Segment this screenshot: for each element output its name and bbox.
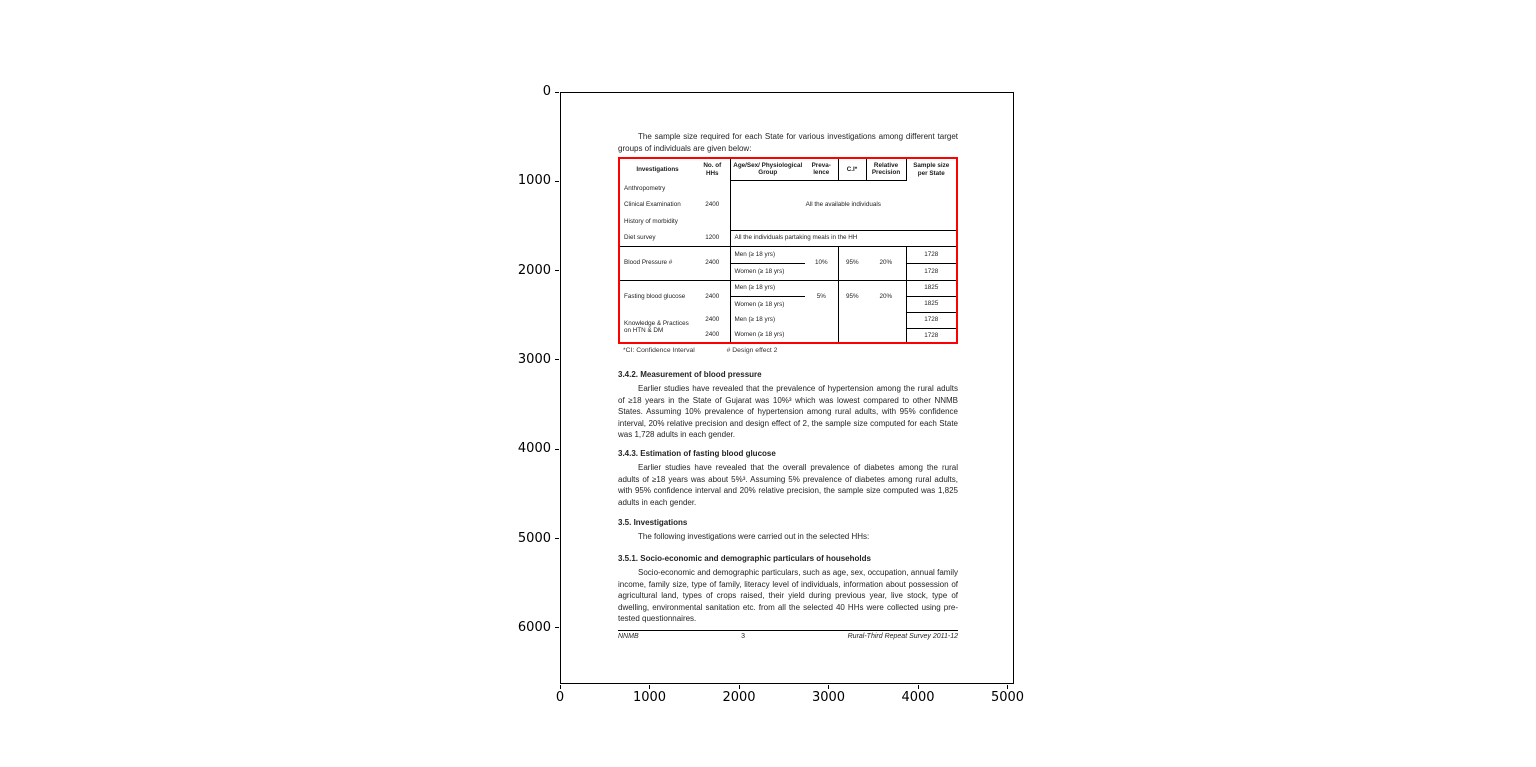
section-body-351: Socio-economic and demographic particulars, such as age, sex, occupation, annual family income, family size, type of family, literacy level of individuals, information about possession of agricultural land, types of crops raised, their yield during previous year, live stock, type of dwelling, environmental sanitation etc. from all the selected 40 HHs were collected using pre-tested questionnaires. xyxy=(618,568,958,624)
sample-size-table xyxy=(618,157,958,344)
table-cell: Men (≥ 18 yrs) xyxy=(730,312,805,328)
table-row xyxy=(619,280,957,296)
table-cell: 2400 xyxy=(705,316,720,324)
table-cell: 1728 xyxy=(906,312,957,328)
y-tick-mark xyxy=(555,359,559,360)
y-tick-label: 1000 xyxy=(517,173,551,189)
table-header-cell: C.I* xyxy=(838,158,866,180)
table-cell: 1825 xyxy=(906,296,957,312)
footnote-design-effect: # Design effect 2 xyxy=(726,347,778,354)
table-cell: 20% xyxy=(866,280,906,312)
table-cell: History of morbidity xyxy=(624,217,678,225)
y-tick-mark xyxy=(555,92,559,93)
table-cell: Blood Pressure # xyxy=(619,246,695,280)
section-heading-342: 3.4.2. Measurement of blood pressure xyxy=(618,370,762,379)
table-cell: 2400 xyxy=(705,331,720,339)
footer-left: NNMB xyxy=(618,633,639,640)
x-tick-label: 3000 xyxy=(811,690,846,705)
y-tick-mark xyxy=(555,627,559,628)
table-cell: 95% xyxy=(838,246,866,280)
x-tick-mark xyxy=(649,685,650,689)
x-tick-mark xyxy=(828,685,829,689)
footer-page-number: 3 xyxy=(741,633,746,640)
table-header-row xyxy=(619,158,957,180)
table-cell: Women (≥ 18 yrs) xyxy=(730,328,805,343)
table-cell: 1728 xyxy=(906,328,957,343)
table-header-cell: Investigations xyxy=(636,165,679,173)
table-cell xyxy=(695,213,730,230)
section-body-342: Earlier studies have revealed that the prevalence of hypertension among the rural adults of ≥18 years in the State of Gujarat was 10%³ which was lowest compared to other NNMB States. Assuming 10% prevalence of hypertension among rural adults, with 95% confidence interval, 20% relative precision and design effect of 2, the sample size computed for each State was 1,728 adults in each gender. xyxy=(618,384,958,440)
y-tick-label: 0 xyxy=(542,84,551,99)
document-page xyxy=(618,93,958,685)
table-header-cell: No. of HHs xyxy=(703,162,722,177)
page-footer xyxy=(618,633,958,640)
table-cell: Knowledge & Practices on HTN & DM xyxy=(624,319,689,334)
table-cell xyxy=(805,312,838,343)
table-cell: Fasting blood glucose xyxy=(619,280,695,312)
y-tick-mark xyxy=(555,181,559,182)
y-tick-mark xyxy=(555,270,559,271)
y-tick-mark xyxy=(555,449,559,450)
x-tick-label: 0 xyxy=(555,690,565,705)
y-tick-mark xyxy=(555,538,559,539)
x-tick-label: 1000 xyxy=(632,690,667,705)
table-cell: 1728 xyxy=(906,246,957,263)
table-header-cell: Age/Sex/ Physiological Group xyxy=(730,158,805,180)
section-body-35: The following investigations were carried out in the selected HHs: xyxy=(638,532,870,541)
y-tick-label: 3000 xyxy=(517,351,551,367)
table-header-cell: Relative Precision xyxy=(866,158,906,180)
table-header-cell: Sample size per State xyxy=(906,158,957,180)
section-heading-351: 3.5.1. Socio-economic and demographic particulars of households xyxy=(618,554,871,563)
table-cell: Diet survey xyxy=(624,234,656,242)
table-cell xyxy=(866,312,906,343)
table-cell: 1728 xyxy=(906,263,957,280)
footer-rule xyxy=(618,630,958,631)
section-heading-35: 3.5. Investigations xyxy=(618,518,688,527)
section-heading-343: 3.4.3. Estimation of fasting blood glucose xyxy=(618,449,776,458)
x-tick-label: 2000 xyxy=(722,690,756,705)
table-cell xyxy=(838,312,866,343)
table-cell: 1200 xyxy=(705,234,720,242)
x-tick-label: 4000 xyxy=(901,690,935,705)
table-cell: Men (≥ 18 yrs) xyxy=(730,246,805,263)
x-tick-mark xyxy=(560,685,561,689)
table-cell: 95% xyxy=(838,280,866,312)
table-cell: 2400 xyxy=(695,280,730,312)
section-body-343: Earlier studies have revealed that the overall prevalence of diabetes among the rural adults of ≥18 years was about 5%³. Assuming 5% prevalence of diabetes among rural adults, with 95% confidence interval and 20% relative precision, the sample size computed was 1,825 adults in each gender. xyxy=(618,463,958,507)
x-tick-mark xyxy=(1007,685,1008,689)
table-footnote xyxy=(618,347,963,354)
table-header-cell: Preva- lence xyxy=(805,158,838,180)
footnote-ci: *CI: Confidence Interval xyxy=(623,347,695,354)
table-cell: Men (≥ 18 yrs) xyxy=(730,280,805,296)
table-cell: All the available individuals xyxy=(730,180,957,230)
table-cell xyxy=(695,180,730,197)
table-cell: 5% xyxy=(805,280,838,312)
y-tick-label: 5000 xyxy=(517,530,551,546)
table-cell: Women (≥ 18 yrs) xyxy=(730,263,805,280)
table-cell: 1825 xyxy=(906,280,957,296)
intro-paragraph: The sample size required for each State for various investigations among different target groups of individuals are given below: xyxy=(618,132,958,153)
table-cell: 2400 xyxy=(695,246,730,280)
table-cell: All the individuals partaking meals in the HH xyxy=(730,230,957,246)
table-row xyxy=(619,246,957,263)
table-row xyxy=(619,180,957,197)
table-cell: Clinical Examination xyxy=(624,201,681,209)
footer-right: Rural-Third Repeat Survey 2011-12 xyxy=(847,633,958,640)
plot-axes xyxy=(560,92,1014,684)
y-tick-label: 4000 xyxy=(517,441,551,457)
table-cell: Anthropometry xyxy=(624,184,666,192)
x-tick-mark xyxy=(918,685,919,689)
table-row xyxy=(619,312,957,328)
table-cell: 10% xyxy=(805,246,838,280)
x-tick-label: 5000 xyxy=(990,690,1025,705)
y-tick-label: 6000 xyxy=(517,619,551,635)
table-row xyxy=(619,230,957,246)
table-cell: 20% xyxy=(866,246,906,280)
x-tick-mark xyxy=(739,685,740,689)
table-cell: Women (≥ 18 yrs) xyxy=(730,296,805,312)
y-tick-label: 2000 xyxy=(517,262,551,278)
table-cell: 2400 xyxy=(705,201,720,209)
